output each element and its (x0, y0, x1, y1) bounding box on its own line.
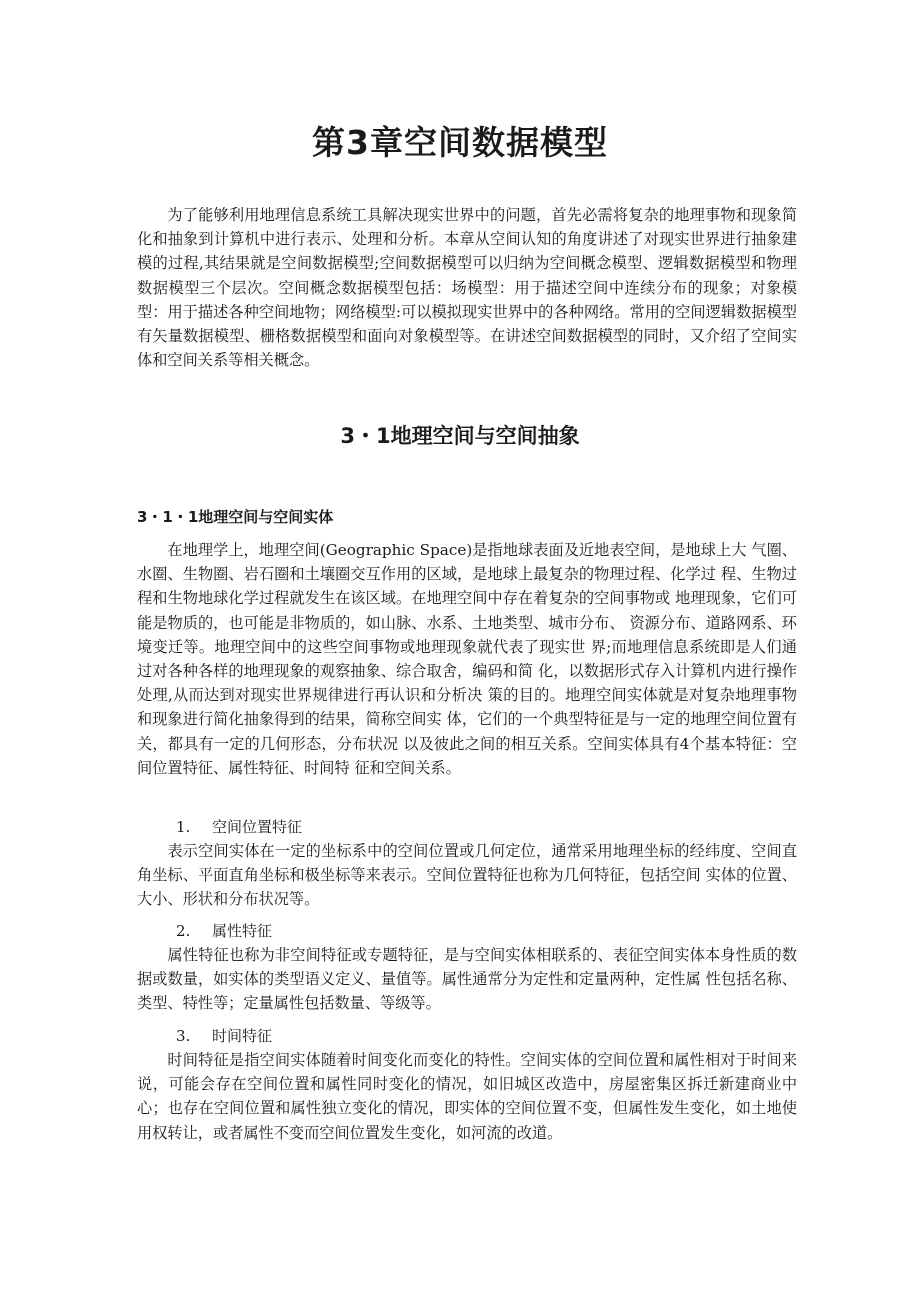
feature-heading-text: 空间位置特征 (212, 818, 303, 836)
subsection-title: 3・1・1地理空间与空间实体 (137, 508, 334, 526)
feature-heading (176, 1024, 272, 1048)
feature-paragraph: 表示空间实体在一定的坐标系中的空间位置或几何定位，通常采用地理坐标的经纬度、空间直角坐标、平面直角坐标和极坐标等来表示。空间位置特征也称为几何特征，包括空间 实体的位置、大小、形状和分布状况等。 (137, 842, 797, 909)
feature-number: 1. (176, 818, 191, 836)
feature-heading (176, 919, 272, 943)
feature-heading-text: 时间特征 (212, 1027, 273, 1045)
chapter-title: 第3章空间数据模型 (312, 123, 608, 162)
feature-paragraph: 属性特征也称为非空间特征或专题特征，是与空间实体相联系的、表征空间实体本身性质的数据或数量，如实体的类型语义定义、量值等。属性通常分为定性和定量两种，定性属 性包括名称、类型、特性等；定量属性包括数量、等级等。 (137, 946, 797, 1013)
feature-number: 3. (176, 1027, 191, 1045)
intro-paragraph: 为了能够利用地理信息系统工具解决现实世界中的问题，首先必需将复杂的地理事物和现象简化和抽象到计算机中进行表示、处理和分析。本章从空间认知的角度讲述了对现实世界进行抽象建模的过程,其结果就是空间数据模型;空间数据模型可以归纳为空间概念模型、逻辑数据模型和物理数据模型三个层次。空间概念数据模型包括：场模型：用于描述空间中连续分布的现象；对象模型：用于描述各种空间地物；网络模型:可以模拟现实世界中的各种网络。常用的空间逻辑数据模型有矢量数据模型、栅格数据模型和面向对象模型等。在讲述空间数据模型的同时，又介绍了空间实体和空间关系等相关概念。 (137, 206, 797, 370)
feature-heading-text: 属性特征 (212, 922, 273, 940)
subsection-paragraph: 在地理学上，地理空间(Geographic Space)是指地球表面及近地表空间，是地球上大 气圈、水圈、生物圈、岩石圈和土壤圈交互作用的区域，是地球上最复杂的物理过程、化学过 程、生物过程和生物地球化学过程就发生在该区域。在地理空间中存在着复杂的空间事物或 地理现象，它们可能是物质的，也可能是非物质的，如山脉、水系、土地类型、城市分布、 资源分布、道路网系、环境变迁等。地理空间中的这些空间事物或地理现象就代表了现实世 界;而地理信息系统即是人们通过对各种各样的地理现象的观察抽象、综合取舍，编码和简 化，以数据形式存入计算机内进行操作处理,从而达到对现实世界规律进行再认识和分析决 策的目的。地理空间实体就是对复杂地理事物和现象进行简化抽象得到的结果，简称空间实 体，它们的一个典型特征是与一定的地理空间位置有关，都具有一定的几何形态，分布状况 以及彼此之间的相互关系。空间实体具有4个基本特征：空间位置特征、属性特征、时间特 征和空间关系。 (137, 541, 797, 777)
feature-paragraph: 时间特征是指空间实体随着时间变化而变化的特性。空间实体的空间位置和属性相对于时间来说，可能会存在空间位置和属性同时变化的情况，如旧城区改造中，房屋密集区拆迁新建商业中心；也存在空间位置和属性独立变化的情况，即实体的空间位置不变，但属性发生变化，如土地使用权转让，或者属性不变而空间位置发生变化，如河流的改道。 (137, 1051, 797, 1142)
feature-number: 2. (176, 922, 191, 940)
section-title: 3・1地理空间与空间抽象 (340, 424, 580, 448)
feature-heading (176, 815, 302, 839)
